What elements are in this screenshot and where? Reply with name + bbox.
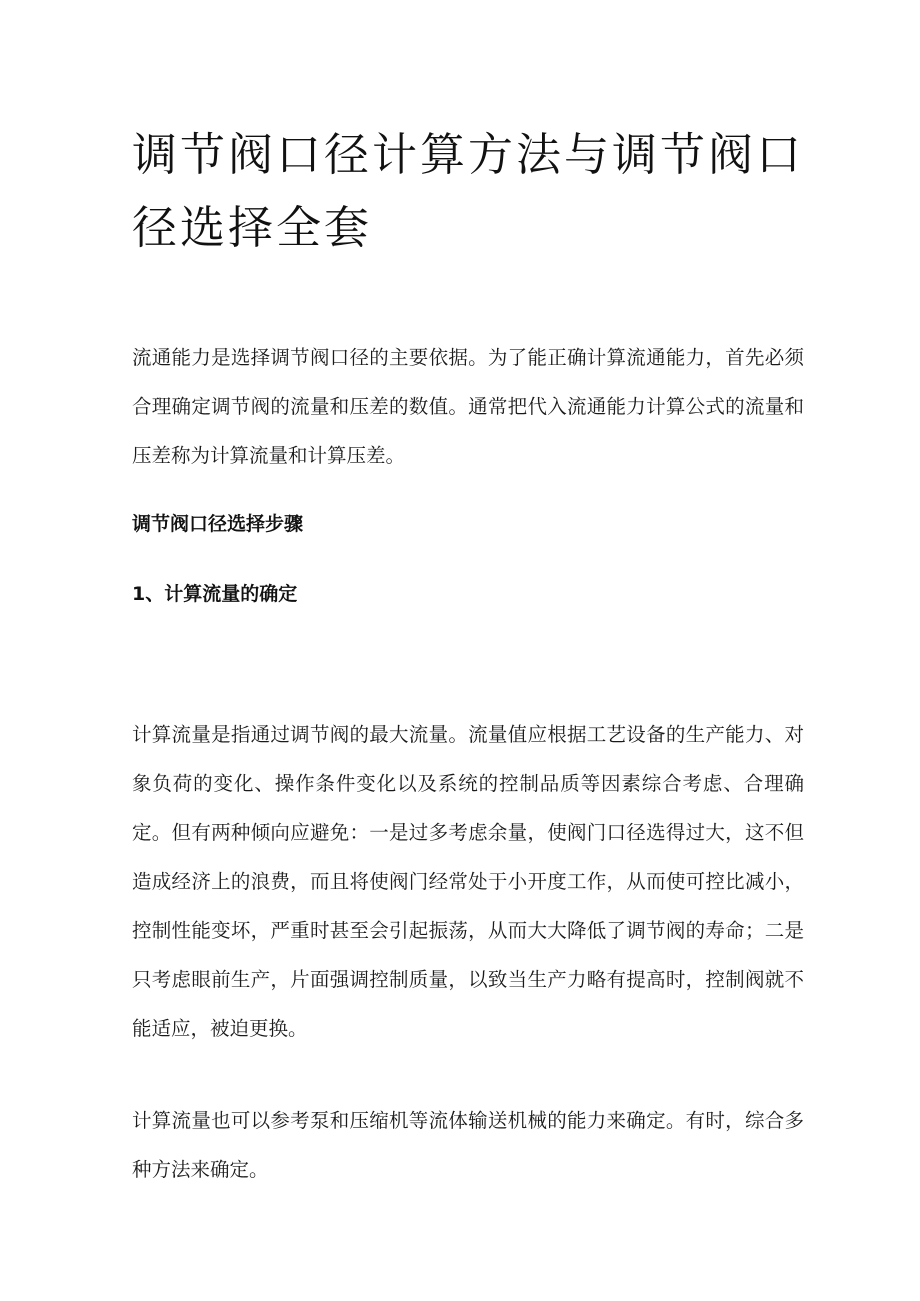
subsection-heading: 1、计算流量的确定 bbox=[132, 583, 298, 605]
section-heading: 调节阀口径选择步骤 bbox=[132, 513, 304, 535]
body-paragraph-reference: 计算流量也可以参考泵和压缩机等流体输送机械的能力来确定。有时，综合多种方法来确定。 bbox=[132, 1109, 804, 1181]
body-paragraph-flow: 计算流量是指通过调节阀的最大流量。流量值应根据工艺设备的生产能力、对象负荷的变化、操作条件变化以及系统的控制品质等因素综合考虑、合理确定。但有两种倾向应避免：一是过多考虑余量，使阀门口径选得过大，这不但造成经济上的浪费，而且将使阀门经常处于小开度工作，从而使可控比减小，控制性能变坏，严重时甚至会引起振荡，从而大大降低了调节阀的寿命；二是只考虑眼前生产，片面强调控制质量，以致当生产力略有提高时，控制阀就不能适应，被迫更换。 bbox=[132, 723, 804, 1040]
intro-paragraph: 流通能力是选择调节阀口径的主要依据。为了能正确计算流通能力，首先必须合理确定调节阀的流量和压差的数值。通常把代入流通能力计算公式的流量和压差称为计算流量和计算压差。 bbox=[132, 346, 804, 467]
document-title: 调节阀口径计算方法与调节阀口径选择全套 bbox=[132, 128, 805, 254]
